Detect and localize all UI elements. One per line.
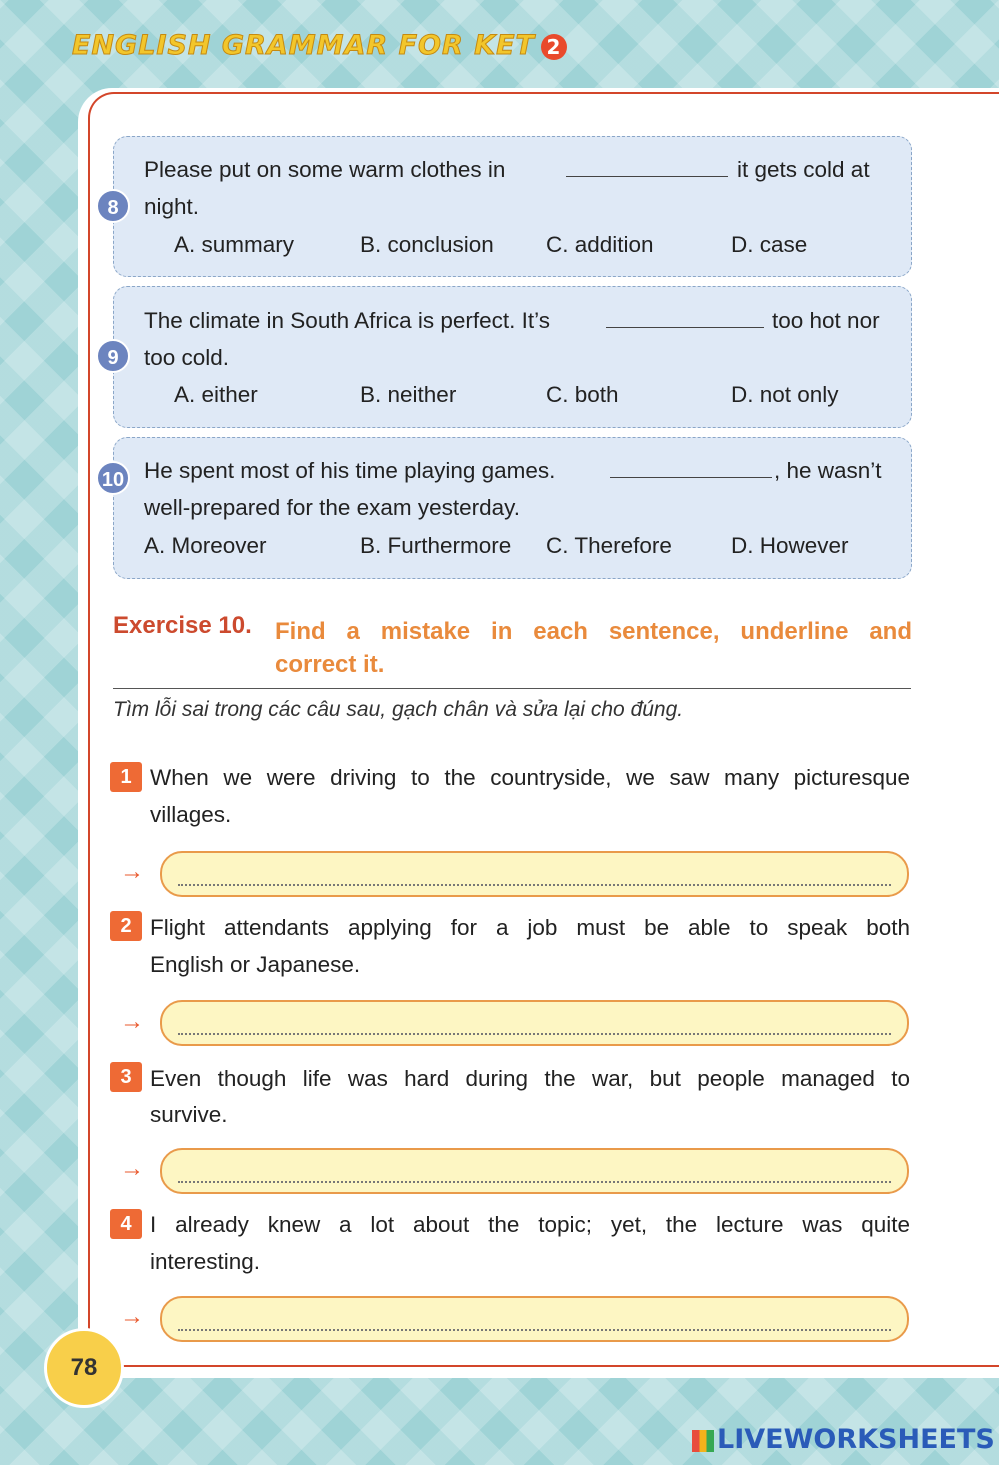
question-8-option-c[interactable]: C. addition — [546, 232, 654, 257]
item-2-line1: Flight attendants applying for a job must be able to speak both — [150, 915, 910, 940]
question-9-option-b[interactable]: B. neither — [360, 382, 457, 407]
question-8-blank[interactable] — [566, 176, 728, 177]
volume-badge: 2 — [541, 34, 567, 60]
answer-dotted-line — [178, 1329, 891, 1331]
item-4-line1: I already knew a lot about the topic; yet, the lecture was quite — [150, 1212, 910, 1237]
item-4-line2: interesting. — [150, 1249, 261, 1274]
item-number-4: 4 — [110, 1209, 142, 1239]
arrow-icon: → — [120, 1008, 144, 1035]
question-10-blank[interactable] — [610, 477, 772, 478]
item-number-3: 3 — [110, 1062, 142, 1092]
question-10-option-a[interactable]: A. Moreover — [144, 533, 267, 558]
question-8-line1-end: it gets cold at — [737, 157, 870, 182]
question-9-blank[interactable] — [606, 327, 764, 328]
answer-field-3[interactable] — [160, 1148, 909, 1194]
question-9-option-a[interactable]: A. either — [174, 382, 258, 407]
question-10-option-d[interactable]: D. However — [731, 533, 849, 558]
item-2-line2: English or Japanese. — [150, 952, 361, 977]
item-3-line1: Even though life was hard during the war, but people managed to — [150, 1066, 910, 1091]
answer-dotted-line — [178, 1033, 891, 1035]
item-3-line2: survive. — [150, 1102, 228, 1127]
answer-field-2[interactable] — [160, 1000, 909, 1046]
question-10-line2: well-prepared for the exam yesterday. — [144, 495, 521, 520]
question-9-option-c[interactable]: C. both — [546, 382, 619, 407]
question-8-option-b[interactable]: B. conclusion — [360, 232, 494, 257]
answer-field-4[interactable] — [160, 1296, 909, 1342]
arrow-icon: → — [120, 1155, 144, 1182]
item-number-1: 1 — [110, 762, 142, 792]
question-8-line2: night. — [144, 194, 200, 219]
question-9-option-d[interactable]: D. not only — [731, 382, 839, 407]
divider — [113, 688, 911, 689]
book-title — [72, 30, 567, 61]
question-8-line1: Please put on some warm clothes in — [144, 157, 506, 182]
exercise-instruction-line2: correct it. — [275, 651, 385, 678]
exercise-instruction-line1: Find a mistake in each sentence, underline and — [275, 618, 912, 645]
question-9-line1-end: too hot nor — [772, 308, 880, 333]
answer-field-1[interactable] — [160, 851, 909, 897]
question-10-option-c[interactable]: C. Therefore — [546, 533, 672, 558]
exercise-label: Exercise 10. — [113, 612, 252, 639]
question-number-10: 10 — [96, 461, 130, 495]
liveworksheets-icon — [692, 1430, 714, 1452]
item-1-line2: villages. — [150, 802, 232, 827]
answer-dotted-line — [178, 884, 891, 886]
page-number: 78 — [44, 1328, 124, 1408]
book-title-text: ENGLISH GRAMMAR FOR KET — [72, 30, 535, 61]
arrow-icon: → — [120, 858, 144, 885]
liveworksheets-logo — [692, 1424, 995, 1455]
watermark-text: LIVEWORKSHEETS — [717, 1424, 995, 1455]
exercise-subtitle: Tìm lỗi sai trong các câu sau, gạch chân và sửa lại cho đúng. — [113, 698, 684, 721]
item-number-2: 2 — [110, 911, 142, 941]
question-9-line2: too cold. — [144, 345, 230, 370]
question-8-option-d[interactable]: D. case — [731, 232, 808, 257]
arrow-icon: → — [120, 1303, 144, 1330]
question-10-line1-end: , he wasn’t — [774, 458, 882, 483]
question-10-line1: He spent most of his time playing games. — [144, 458, 556, 483]
item-1-line1: When we were driving to the countryside, we saw many picturesque — [150, 765, 910, 790]
question-number-8: 8 — [96, 189, 130, 223]
question-8-option-a[interactable]: A. summary — [174, 232, 295, 257]
question-9-line1: The climate in South Africa is perfect. It’s — [144, 308, 551, 333]
question-number-9: 9 — [96, 339, 130, 373]
answer-dotted-line — [178, 1181, 891, 1183]
question-10-option-b[interactable]: B. Furthermore — [360, 533, 512, 558]
